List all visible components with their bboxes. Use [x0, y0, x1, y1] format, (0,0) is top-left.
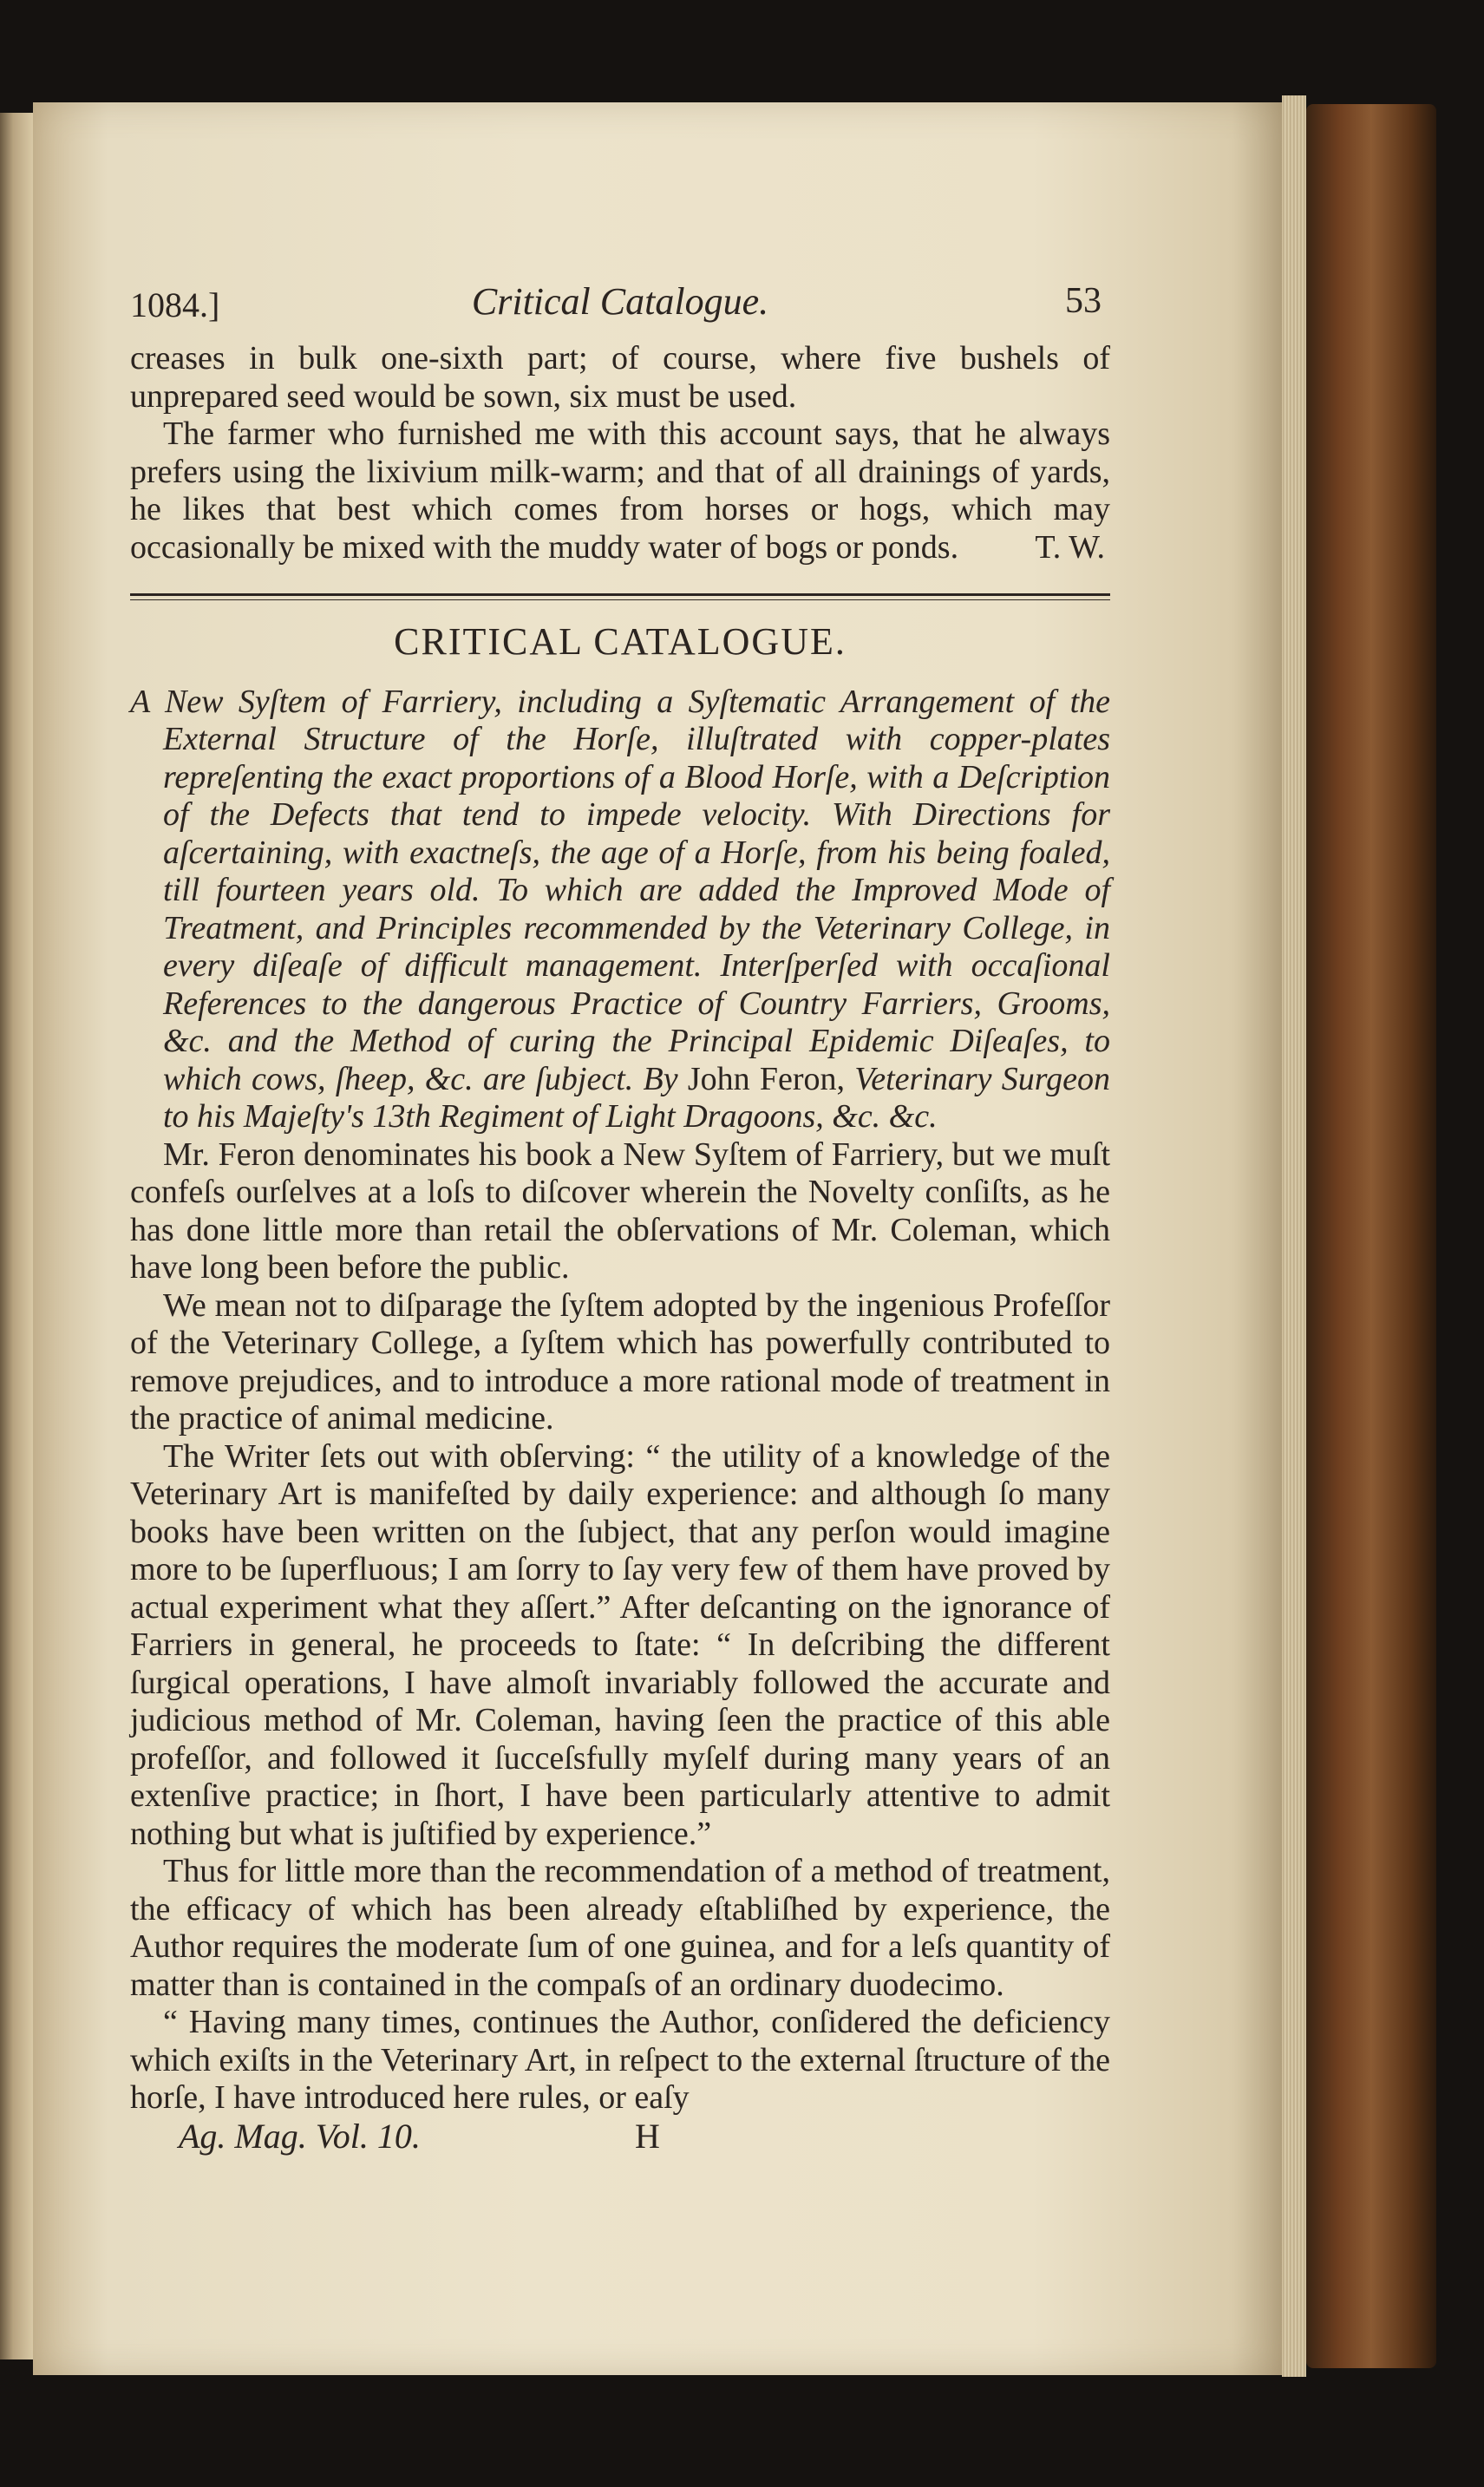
- entry-title: A New Syſtem of Farriery, including a Syſtematic Arrangement of the External Structure of the Horſe, illuſtrated with copper-plates repreſenting the exact proportions of a Blood Horſe, with a Deſcription of the Defects that tend to impede velocity. With Directions for aſcertaining, with exactneſs, the age of a Horſe, from his being foaled, till fourteen years old. To which are added the Improved Mode of Treatment, and Principles recommended by the Veterinary College, in every diſeaſe of difficult management. Interſperſed with occaſional References to the dangerous Practice of Country Farriers, Grooms, &c. and the Method of curing the Principal Epidemic Diſeaſes, to which cows, ſheep, &c. are ſubject. By: [130, 683, 1110, 1097]
- paragraph: creases in bulk one-sixth part; of course, where five bushels of unprepared seed would be sown, six must be used.: [130, 340, 1110, 415]
- running-head-date: 1084.]: [130, 285, 220, 324]
- running-head: [130, 276, 1110, 328]
- signature-mark: H: [635, 2116, 660, 2156]
- page-fore-edge: [1282, 95, 1306, 2377]
- paragraph: The Writer ſets out with obſerving: “ the utility of a knowledge of the Veterinary Art is manifeſted by daily experience: and although ſo many books have been written on the ſubject, that any perſon would imagine more to be ſuperfluous; I am ſorry to ſay very few of them have proved by actual experiment what they aſſert.” After deſcanting on the ignorance of Farriers in general, he proceeds to ſtate: “ In deſcribing the different ſurgical operations, I have almoſt invariably followed the accurate and judicious method of Mr. Coleman, having ſeen the practice of this able profeſſor, and followed it ſucceſsfully myſelf during many years of an extenſive practice; in ſhort, I have been particularly attentive to admit nothing but what is juſtified by experience.”: [130, 1437, 1110, 1852]
- section-rule: [130, 593, 1110, 601]
- paragraph: The farmer who furnished me with this account says, that he always prefers using the lixivium milk-warm; and that of all drainings of yards, he likes that best which comes from horses or hogs, which may occasionally be mixed with the muddy water of bogs or ponds.: [130, 416, 1110, 566]
- page-number: 53: [1065, 281, 1102, 321]
- rule-thick: [130, 593, 1110, 596]
- footer-signature-line: Ag. Mag. Vol. 10.: [179, 2116, 421, 2156]
- running-head-title: Critical Catalogue.: [471, 280, 769, 323]
- book-spine: [1306, 104, 1436, 2368]
- left-page-edge: [0, 113, 33, 2359]
- rule-thin: [130, 599, 1110, 601]
- paragraph: We mean not to diſparage the ſyſtem adopted by the ingenious Profeſſor of the Veterinary College, a ſyſtem which has powerfully contributed to remove prejudices, and to introduce a more rational mode of treatment in the practice of animal medicine.: [130, 1286, 1110, 1437]
- paragraph: Mr. Feron denominates his book a New Syſtem of Farriery, but we muſt confeſs ourſelves at a loſs to diſcover wherein the Novelty conſiſts, as he has done little more than retail the obſervations of Mr. Coleman, which have long been before the public.: [130, 1136, 1110, 1286]
- page-text: [130, 276, 1110, 2161]
- author-signature: T. W.: [1035, 529, 1105, 566]
- page-footer: [130, 2117, 1110, 2161]
- paragraph: “ Having many times, continues the Author, conſidered the deficiency which exiſts in the Veterinary Art, in reſpect to the external ſtructure of the horſe, I have introduced here rules, or eaſy: [130, 2004, 1110, 2116]
- paragraph: Thus for little more than the recommendation of a method of treatment, the efficacy of which has been already eſtabliſhed by experience, the Author requires the moderate ſum of one guinea, and for a leſs quantity of matter than is contained in the compaſs of an ordinary duodecimo.: [130, 1853, 1110, 2003]
- entry-author: John Feron,: [687, 1060, 845, 1097]
- entry-tail: Veterinary Surgeon to his Majeſty's 13th Regiment of Light Dragoons, &c. &c.: [163, 1060, 1110, 1135]
- section-title: CRITICAL CATALOGUE.: [394, 620, 847, 663]
- catalogue-entry: [130, 684, 1110, 1136]
